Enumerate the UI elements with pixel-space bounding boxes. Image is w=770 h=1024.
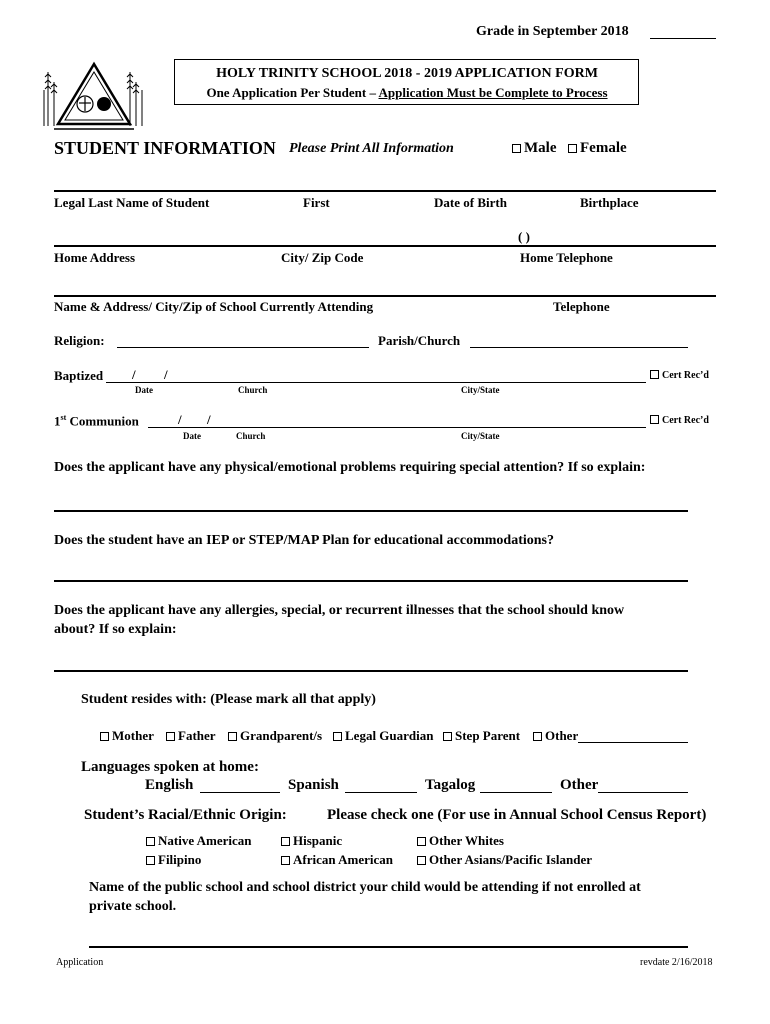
- religion-label: Religion:: [54, 333, 105, 348]
- form-subtitle: One Application Per Student – Application Must be Complete to Process: [206, 85, 608, 100]
- communion-slash-2: /: [207, 412, 211, 427]
- english-field[interactable]: [200, 792, 280, 793]
- first-name-label: First: [303, 195, 330, 210]
- church-caption: Church: [238, 385, 268, 395]
- checkbox[interactable]: [100, 732, 109, 741]
- communion-cert[interactable]: Cert Rec’d: [650, 415, 709, 426]
- checkbox[interactable]: [228, 732, 237, 741]
- cert-checkbox[interactable]: [650, 370, 659, 379]
- checkbox[interactable]: [281, 856, 290, 865]
- birthplace-label: Birthplace: [580, 195, 639, 210]
- language-other: Other: [560, 777, 599, 793]
- checkbox[interactable]: [417, 837, 426, 846]
- church-caption: Church: [236, 431, 266, 441]
- religion-field[interactable]: [117, 347, 369, 348]
- checkbox[interactable]: [443, 732, 452, 741]
- communion-slash-1: /: [178, 412, 182, 427]
- language-tagalog: Tagalog: [425, 777, 476, 793]
- last-name-label: Legal Last Name of Student: [54, 195, 210, 210]
- phone-parens: ( ): [518, 229, 530, 244]
- date-caption: Date: [135, 385, 153, 395]
- school-telephone-label: Telephone: [553, 299, 610, 314]
- city-zip-label: City/ Zip Code: [281, 250, 364, 265]
- language-english: English: [145, 777, 194, 793]
- male-checkbox[interactable]: [512, 144, 521, 153]
- form-title: HOLY TRINITY SCHOOL 2018 - 2019 APPLICATION FORM: [216, 66, 598, 81]
- baptized-slash-2: /: [164, 367, 168, 382]
- public-school-line1: Name of the public school and school district your child would be attending if not enrolled at: [89, 880, 641, 895]
- language-other-field[interactable]: [598, 792, 688, 793]
- ethnicity-hispanic[interactable]: Hispanic: [281, 833, 342, 849]
- spanish-field[interactable]: [345, 792, 417, 793]
- question-allergies-line2: about? If so explain:: [54, 622, 177, 637]
- parish-field[interactable]: [470, 347, 688, 348]
- divider-line: [54, 295, 716, 297]
- ethnicity-other-asians[interactable]: Other Asians/Pacific Islander: [417, 852, 592, 868]
- resides-heading: Student resides with: (Please mark all that apply): [81, 692, 376, 707]
- footer-revdate: revdate 2/16/2018: [640, 957, 713, 968]
- parish-label: Parish/Church: [378, 333, 461, 348]
- checkbox[interactable]: [533, 732, 542, 741]
- checkbox[interactable]: [146, 856, 155, 865]
- baptized-cert[interactable]: Cert Rec’d: [650, 370, 709, 381]
- resides-option-grandparents[interactable]: Grandparent/s: [228, 728, 322, 744]
- ethnicity-african-american[interactable]: African American: [281, 852, 393, 868]
- current-school-label: Name & Address/ City/Zip of School Currently Attending: [54, 299, 374, 314]
- resides-option-step-parent[interactable]: Step Parent: [443, 728, 520, 744]
- answer-line[interactable]: [54, 670, 688, 672]
- home-telephone-label: Home Telephone: [520, 250, 613, 265]
- checkbox[interactable]: [281, 837, 290, 846]
- ethnicity-heading: Student’s Racial/Ethnic Origin:: [84, 807, 287, 823]
- gender-male[interactable]: Male: [512, 140, 556, 157]
- communion-field[interactable]: [148, 427, 646, 428]
- baptized-slash-1: /: [132, 367, 136, 382]
- answer-line[interactable]: [54, 580, 688, 582]
- section-heading: STUDENT INFORMATION: [54, 138, 276, 158]
- question-allergies-line1: Does the applicant have any allergies, special, or recurrent illnesses that the school should know: [54, 603, 625, 618]
- languages-heading: Languages spoken at home:: [81, 759, 259, 775]
- baptized-label: Baptized: [54, 368, 104, 383]
- tagalog-field[interactable]: [480, 792, 552, 793]
- communion-label: 1st Communion: [54, 413, 139, 429]
- resides-option-mother[interactable]: Mother: [100, 728, 154, 744]
- gender-female[interactable]: Female: [568, 140, 627, 157]
- section-note: Please Print All Information: [289, 141, 454, 156]
- question-iep: Does the student have an IEP or STEP/MAP Plan for educational accommodations?: [54, 533, 555, 548]
- answer-line[interactable]: [89, 946, 688, 948]
- ethnicity-other-whites[interactable]: Other Whites: [417, 833, 504, 849]
- divider-line: [54, 245, 716, 247]
- ethnicity-note: Please check one (For use in Annual School Census Report): [327, 807, 707, 823]
- cert-checkbox[interactable]: [650, 415, 659, 424]
- resides-option-father[interactable]: Father: [166, 728, 216, 744]
- resides-option-guardian[interactable]: Legal Guardian: [333, 728, 434, 744]
- dob-label: Date of Birth: [434, 195, 507, 210]
- date-caption: Date: [183, 431, 201, 441]
- city-state-caption: City/State: [461, 431, 500, 441]
- grade-label: Grade in September 2018: [476, 24, 629, 39]
- checkbox[interactable]: [417, 856, 426, 865]
- divider-line: [54, 190, 716, 192]
- resides-option-other[interactable]: Other: [533, 728, 578, 744]
- grade-field[interactable]: [650, 38, 716, 39]
- public-school-line2: private school.: [89, 899, 177, 914]
- city-state-caption: City/State: [461, 385, 500, 395]
- resides-other-field[interactable]: [578, 742, 688, 743]
- baptized-field[interactable]: [106, 382, 646, 383]
- checkbox[interactable]: [166, 732, 175, 741]
- footer-left: Application: [56, 957, 104, 968]
- ethnicity-native-american[interactable]: Native American: [146, 833, 252, 849]
- question-special-attention: Does the applicant have any physical/emotional problems requiring special attention? If so explain:: [54, 460, 646, 475]
- home-address-label: Home Address: [54, 250, 136, 265]
- ethnicity-filipino[interactable]: Filipino: [146, 852, 201, 868]
- answer-line[interactable]: [54, 510, 688, 512]
- checkbox[interactable]: [333, 732, 342, 741]
- checkbox[interactable]: [146, 837, 155, 846]
- female-checkbox[interactable]: [568, 144, 577, 153]
- language-spanish: Spanish: [288, 777, 339, 793]
